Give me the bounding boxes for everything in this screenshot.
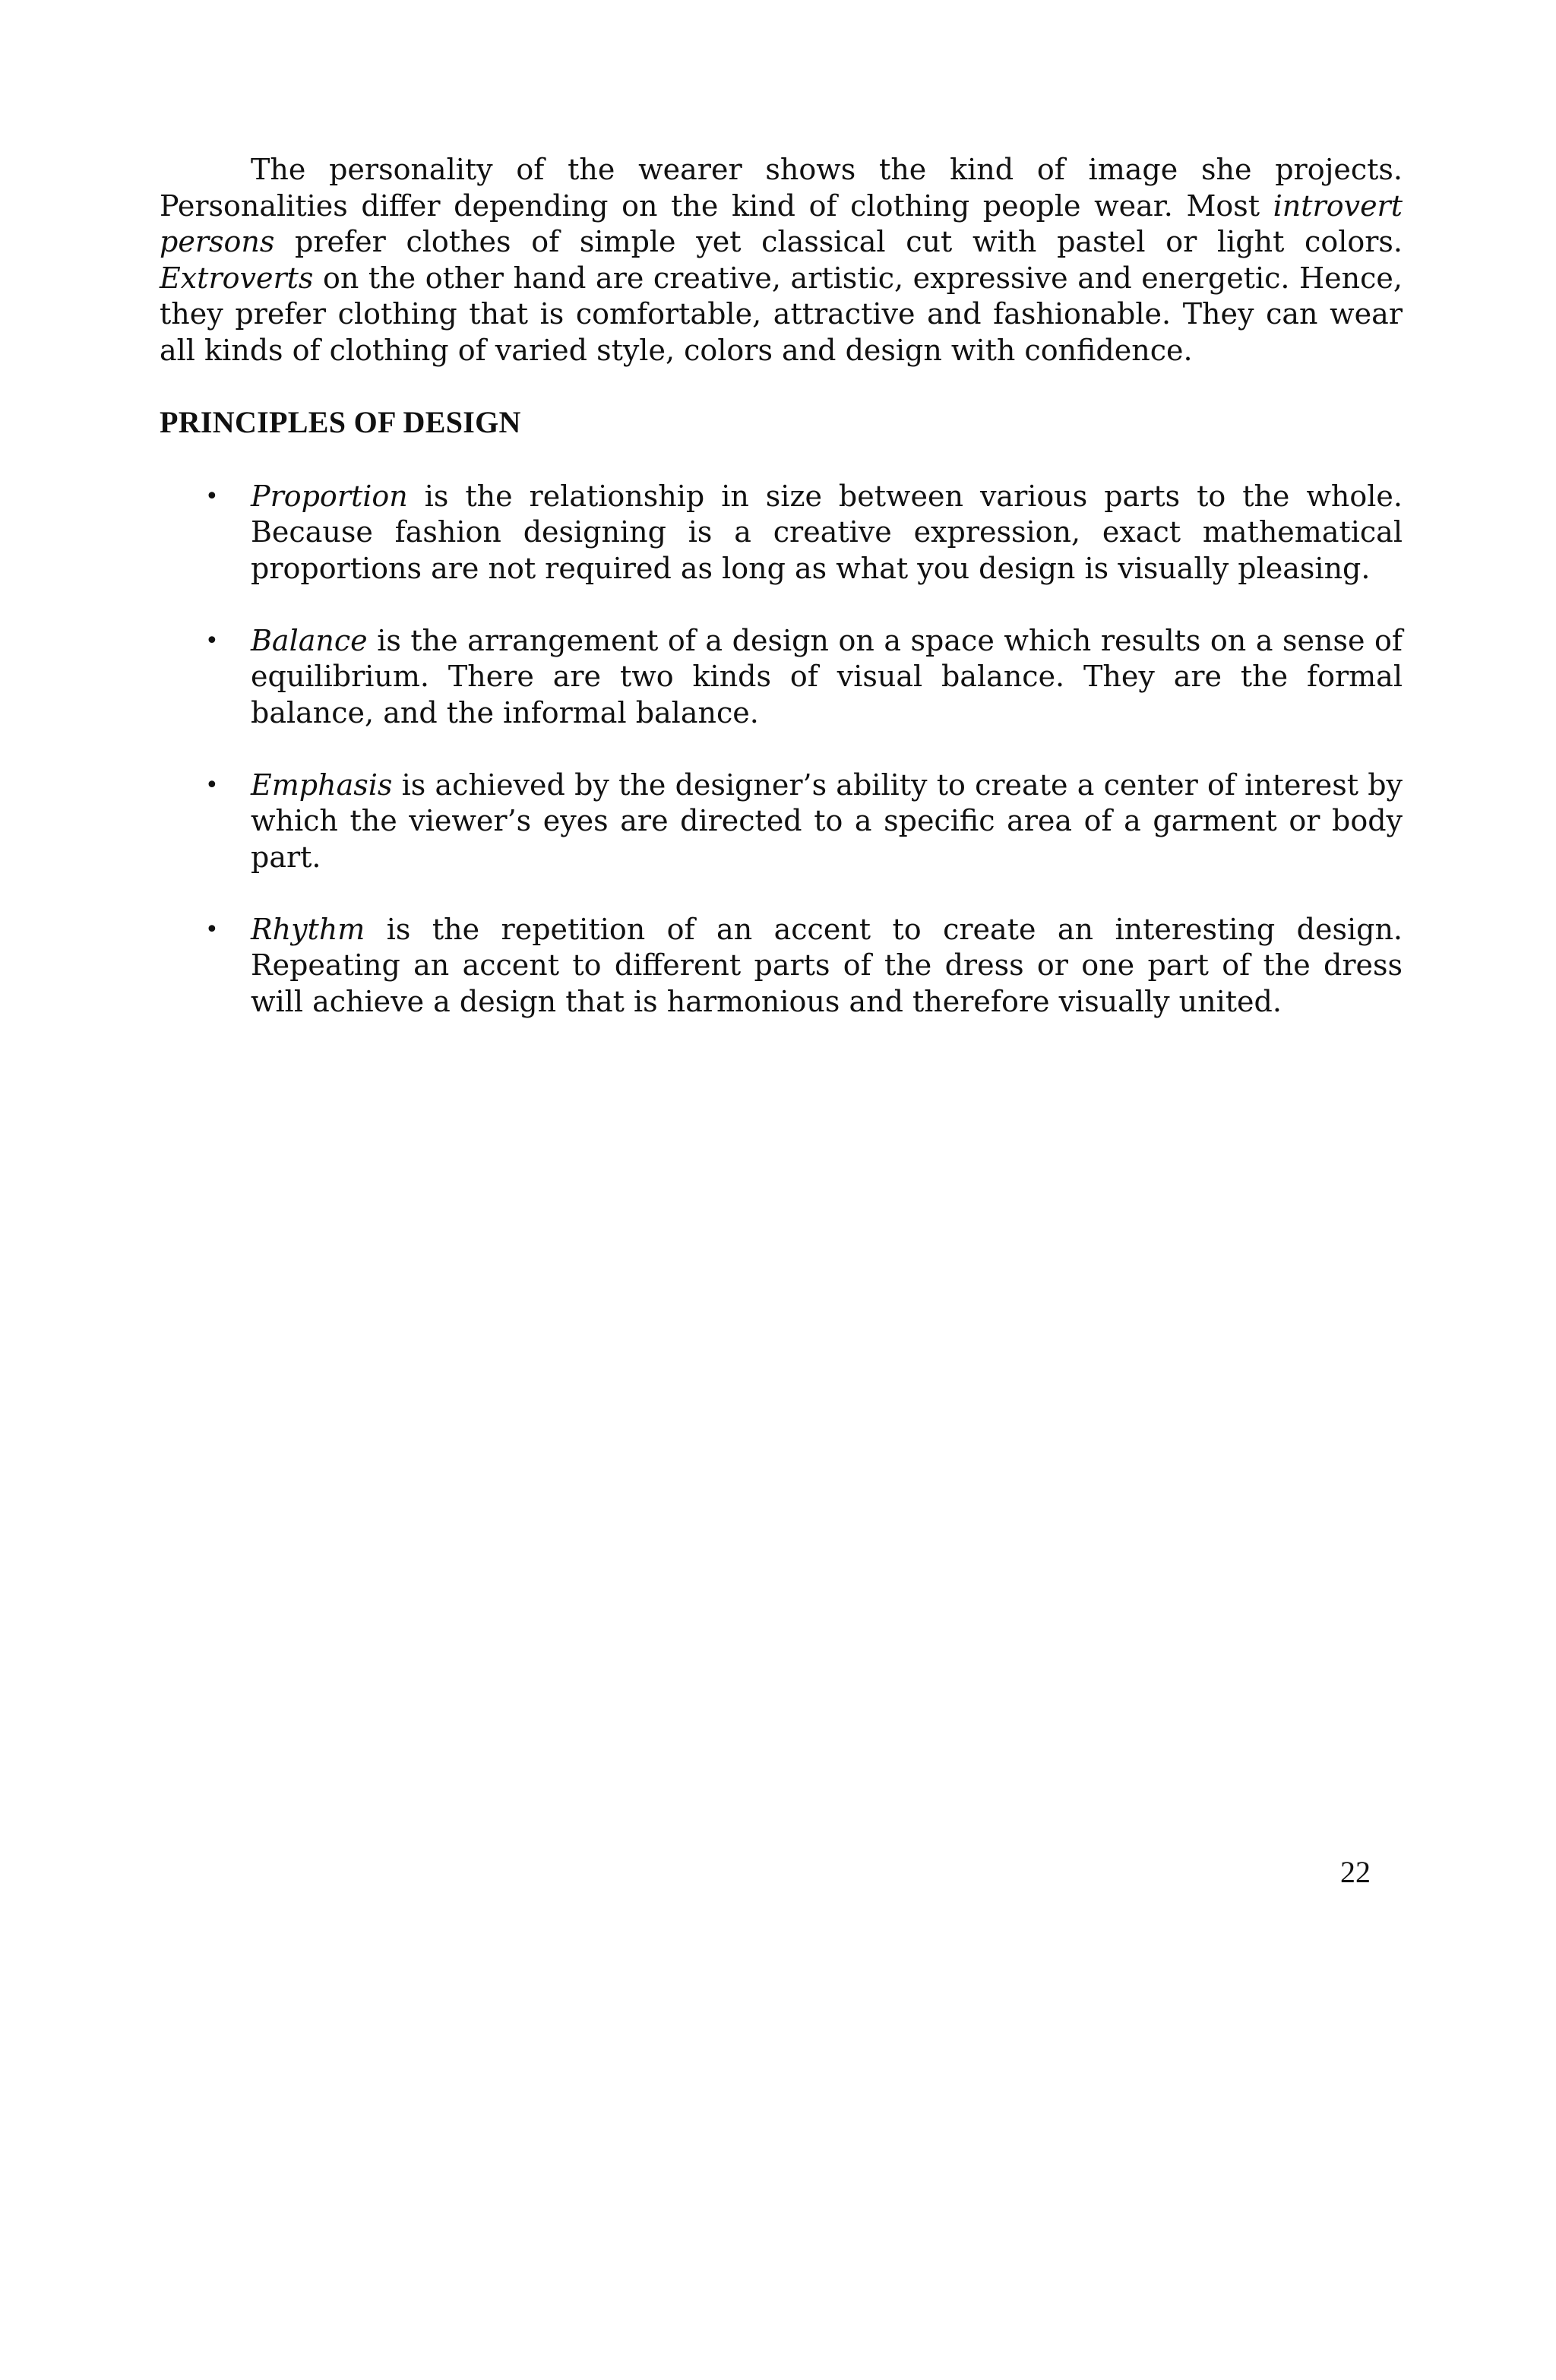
- principle-term: Proportion: [251, 479, 408, 513]
- page-content: [160, 152, 1403, 1056]
- principle-emphasis: [160, 767, 1403, 876]
- section-heading: PRINCIPLES OF DESIGN: [160, 405, 521, 439]
- term-extroverts: Extroverts: [160, 261, 314, 295]
- principle-balance: [160, 623, 1403, 732]
- principle-term: Emphasis: [251, 767, 393, 802]
- bullet-icon: •: [205, 916, 219, 943]
- principle-text: is achieved by the designer’s ability to create a center of interest by which the viewer’s eyes are directed to a specific area of a garment or body part.: [251, 767, 1403, 874]
- intro-text: The personality of the wearer shows the kind of image she projects. Personalities differ depending on the kind of clothing people wear. Most: [160, 153, 1403, 223]
- principle-term: Balance: [251, 623, 368, 657]
- principle-proportion: [160, 479, 1403, 587]
- principle-rhythm: [160, 912, 1403, 1021]
- bullet-icon: •: [205, 483, 219, 510]
- term-introvert-persons: introvert persons: [160, 188, 1403, 258]
- intro-text: on the other hand are creative, artistic, expressive and energetic. Hence, they prefer clothing that is comfortable, attractive and fashionable. They can wear all kinds of clothing of varied style, colors and design with confidence.: [160, 261, 1403, 367]
- principle-term: Rhythm: [251, 912, 365, 946]
- intro-text: prefer clothes of simple yet classical cut with pastel or light colors.: [274, 225, 1403, 258]
- bullet-icon: •: [205, 627, 219, 654]
- intro-paragraph: [160, 152, 1403, 369]
- principle-text: is the repetition of an accent to create an interesting design. Repeating an accent to different parts of the dress or one part of the dress will achieve a design that is harmonious and therefore visually united.: [251, 912, 1403, 1018]
- page-number: 22: [1340, 1855, 1371, 1889]
- principle-text: is the relationship in size between various parts to the whole. Because fashion designing is a creative expression, exact mathematical proportions are not required as long as what you design is visually pleasing.: [251, 479, 1403, 585]
- principle-text: is the arrangement of a design on a space which results on a sense of equilibrium. There are two kinds of visual balance. They are the formal balance, and the informal balance.: [251, 623, 1403, 730]
- bullet-icon: •: [205, 771, 219, 799]
- principles-list: [160, 479, 1403, 1021]
